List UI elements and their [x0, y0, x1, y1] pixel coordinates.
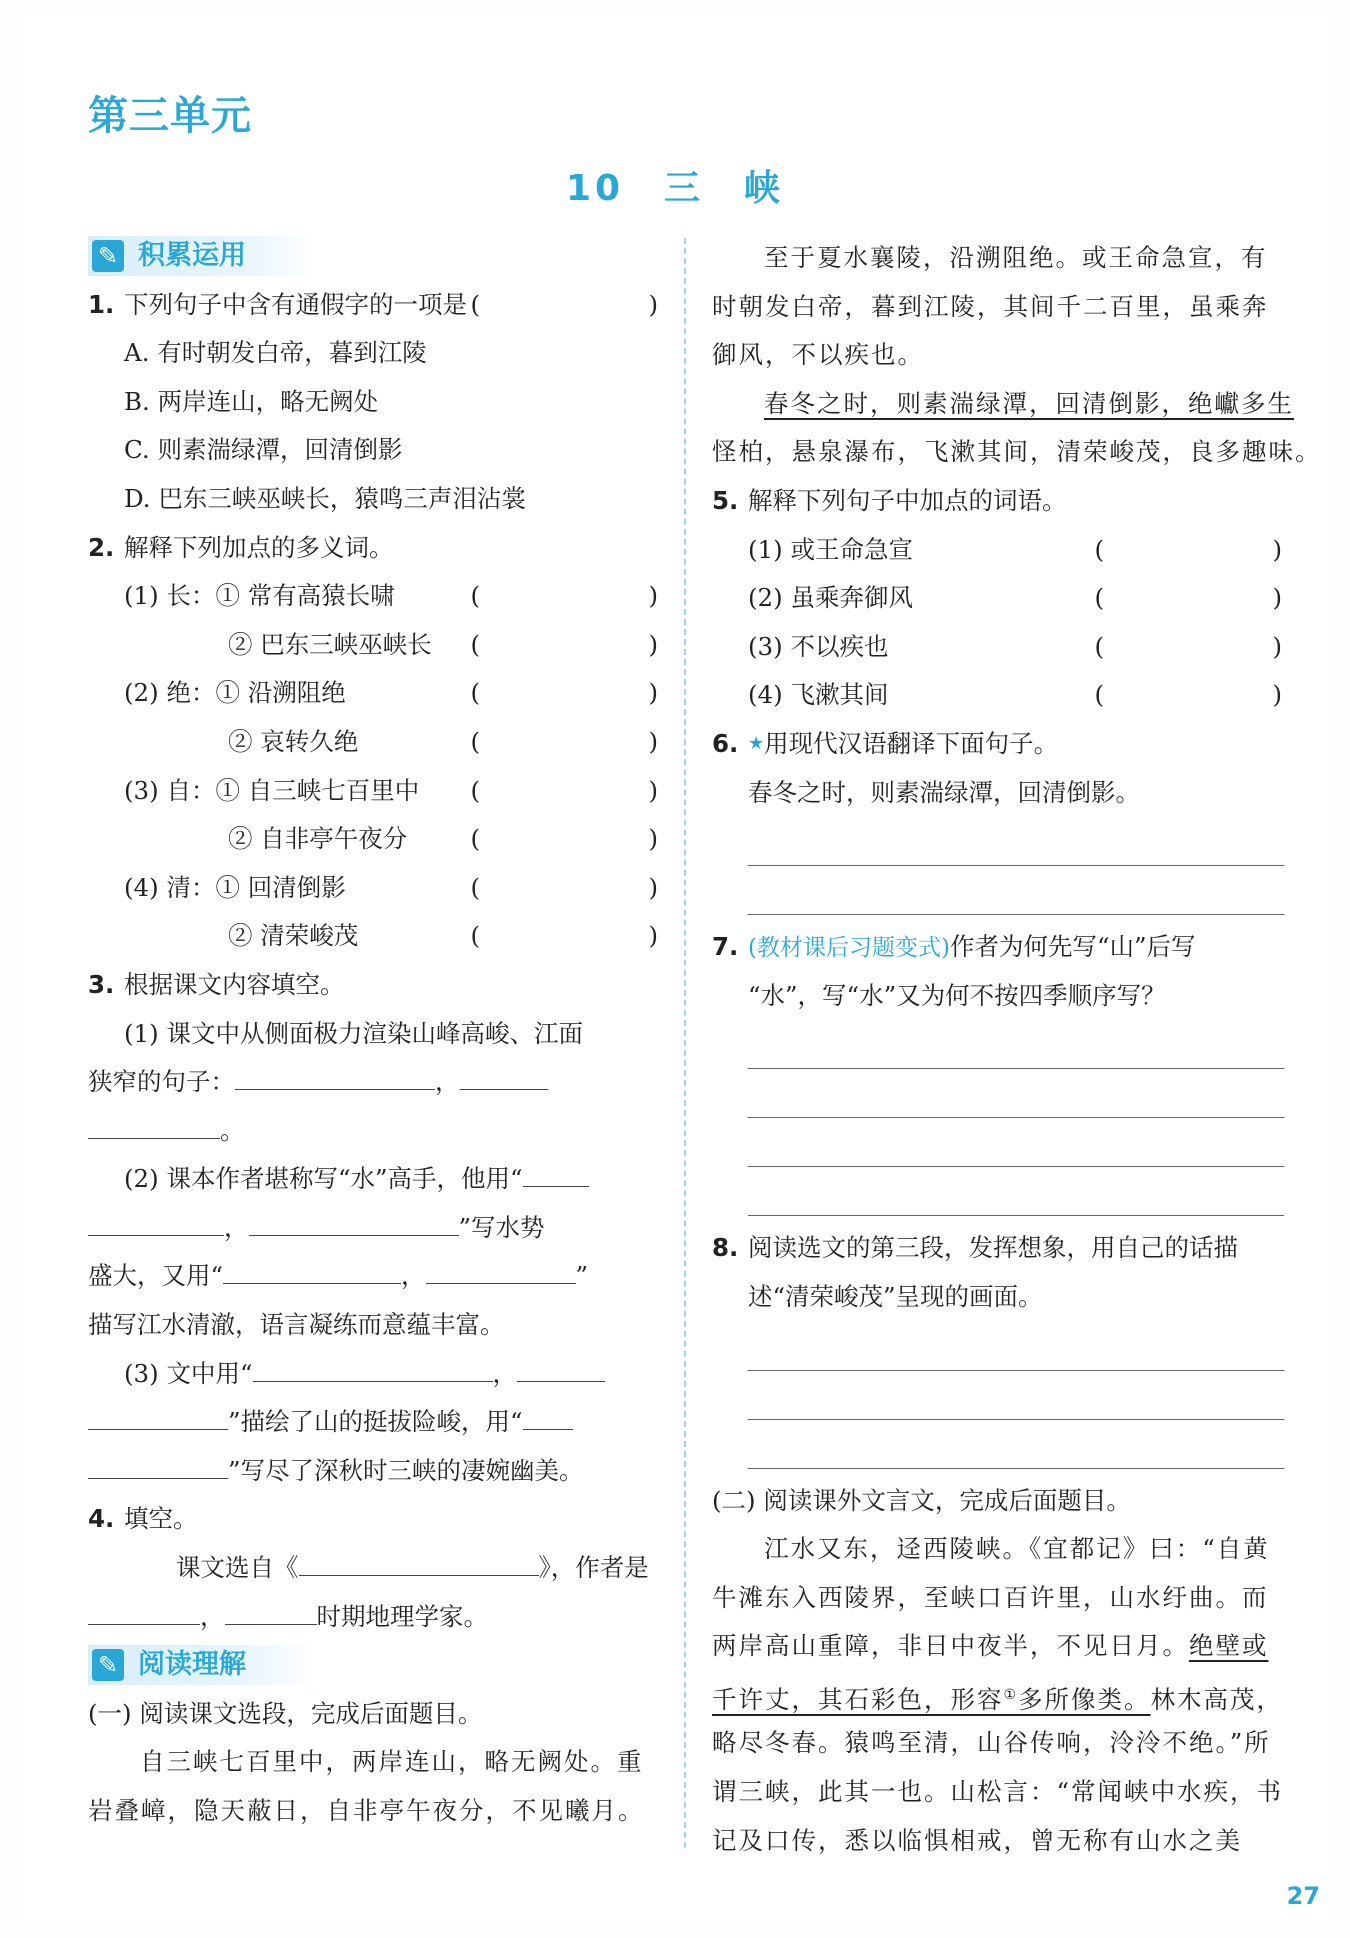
right-column — [712, 232, 1322, 1865]
option-c: C. 则素湍绿潭，回清倒影 — [124, 435, 403, 465]
passage-line: 江水又东，迳西陵峡。《宜都记》曰：“自黄 — [764, 1534, 1270, 1564]
q2-item: ② 自非亭午夜分 ( ) — [228, 824, 658, 854]
answer-line[interactable] — [748, 817, 1284, 866]
passage-line: 御风，不以疾也。 — [712, 340, 924, 370]
section-header-accumulate: ✎ 积累运用 — [88, 236, 316, 276]
option-a: A. 有时朝发白帝，暮到江陵 — [124, 338, 427, 368]
q3-part3: (3) 文中用“ ， — [88, 1350, 660, 1399]
fill-blank[interactable] — [225, 1594, 317, 1625]
q3-part3-mid: ”描绘了山的挺拔险峻，用“ — [88, 1398, 660, 1447]
fill-blank[interactable] — [88, 1448, 228, 1479]
fill-blank[interactable] — [253, 1351, 493, 1382]
reading-2-instruction: (二) 阅读课外文言文，完成后面题目。 — [712, 1485, 1131, 1515]
passage-line: 千许丈，其石彩色，形容①多所像类。林木高茂， — [712, 1685, 1284, 1715]
q3-part2-end: 描写江水清澈，语言凝练而意蕴丰富。 — [88, 1310, 505, 1340]
answer-line[interactable] — [748, 1371, 1284, 1420]
passage-line: 记及口传，悉以临惧相戒，曾无称有山水之美 — [712, 1825, 1242, 1855]
reading-1-instruction: (一) 阅读课文选段，完成后面题目。 — [88, 1698, 483, 1728]
q3-part1-end: 。 — [88, 1107, 660, 1156]
fill-blank[interactable] — [523, 1156, 589, 1187]
answer-line[interactable] — [748, 1322, 1284, 1371]
question-6: 6. ★用现代汉语翻译下面句子。 — [712, 728, 1059, 758]
fill-blank[interactable] — [426, 1253, 576, 1284]
fill-blank[interactable] — [523, 1399, 573, 1430]
passage-line: 时朝发白帝，暮到江陵，其间千二百里，虽乘奔 — [712, 291, 1269, 321]
passage-line: 至于夏水襄陵，沿溯阻绝。或王命急宣，有 — [764, 243, 1268, 272]
column-divider — [684, 238, 686, 1848]
q8-text: 述“清荣峻茂”呈现的画面。 — [748, 1281, 1043, 1311]
answer-line[interactable] — [748, 866, 1284, 915]
unit-title: 第三单元 — [88, 93, 252, 139]
fill-blank[interactable] — [249, 1205, 459, 1236]
q2-item: (2) 绝：① 沿溯阻绝 ( ) — [124, 678, 658, 708]
q5-item: (1) 或王命急宣 ( ) — [748, 534, 1282, 564]
fill-blank[interactable] — [223, 1253, 401, 1284]
answer-line[interactable] — [748, 1420, 1284, 1469]
option-d: D. 巴东三峡巫峡长，猿鸣三声泪沾裳 — [124, 483, 526, 513]
fill-blank[interactable] — [460, 1059, 548, 1090]
fill-blank[interactable] — [88, 1399, 228, 1430]
edit-icon: ✎ — [92, 1649, 124, 1681]
q2-item: ② 哀转久绝 ( ) — [228, 726, 658, 756]
question-1: 1. 下列句子中含有通假字的一项是 ( ) — [88, 289, 658, 319]
left-column — [88, 232, 660, 1836]
passage-line: 牛滩东入西陵界，至峡口百许里，山水纡曲。而 — [712, 1582, 1269, 1612]
passage-line: 怪柏，悬泉瀑布，飞漱其间，清荣峻茂，良多趣味。 — [712, 437, 1322, 467]
q5-item: (3) 不以疾也 ( ) — [748, 631, 1282, 661]
passage-line: 岩叠嶂，隐天蔽日，自非亭午夜分，不见曦月。 — [88, 1796, 645, 1825]
q4-line1: 课文选自《 》，作者是 — [88, 1544, 660, 1593]
fill-blank[interactable] — [88, 1594, 200, 1625]
question-5: 5. 解释下列句子中加点的词语。 — [712, 485, 1067, 515]
question-7: 7. (教材课后习题变式)作者为何先写“山”后写 — [712, 932, 1196, 962]
star-icon: ★ — [748, 732, 765, 754]
q3-part1: (1) 课文中从侧面极力渲染山峰高峻、江面 — [124, 1018, 583, 1048]
answer-line[interactable] — [748, 1167, 1284, 1216]
passage-line: 略尽冬春。猿鸣至清，山谷传响，泠泠不绝。”所 — [712, 1728, 1271, 1758]
fill-blank[interactable] — [517, 1351, 605, 1382]
q3-part2-blanks2: 盛大，又用“ ， ” — [88, 1252, 660, 1301]
answer-line[interactable] — [748, 1069, 1284, 1118]
q3-part1-blanks: 狭窄的句子： ， — [88, 1058, 660, 1107]
option-b: B. 两岸连山，略无阙处 — [124, 386, 379, 416]
question-tag: (教材课后习题变式) — [748, 935, 950, 962]
passage-line: 春冬之时，则素湍绿潭，回清倒影，绝巘多生 — [764, 388, 1294, 418]
fill-blank[interactable] — [88, 1205, 224, 1236]
passage-line: 两岸高山重障，非日中夜半，不见日月。绝壁或 — [712, 1631, 1269, 1661]
question-8: 8. 阅读选文的第三段，发挥想象，用自己的话描 — [712, 1233, 1238, 1263]
q3-part3-end: ”写尽了深秋时三峡的凄婉幽美。 — [88, 1447, 660, 1496]
q3-part2: (2) 课本作者堪称写“水”高手，他用“ — [88, 1155, 660, 1204]
q2-item: ② 巴东三峡巫峡长 ( ) — [228, 629, 658, 659]
passage-line: 谓三峡，此其一也。山松言：“常闻峡中水疾，书 — [712, 1777, 1284, 1807]
answer-line[interactable] — [748, 1020, 1284, 1069]
question-3: 3. 根据课文内容填空。 — [88, 969, 345, 999]
lesson-title: 10 三 峡 — [565, 168, 785, 209]
question-2: 2. 解释下列加点的多义词。 — [88, 532, 394, 562]
q2-item: (1) 长：① 常有高猿长啸 ( ) — [124, 581, 658, 611]
passage-line: 自三峡七百里中，两岸连山，略无阙处。重 — [140, 1747, 644, 1777]
q2-item: (3) 自：① 自三峡七百里中 ( ) — [124, 775, 658, 805]
fill-blank[interactable] — [299, 1545, 539, 1576]
fill-blank[interactable] — [235, 1059, 435, 1090]
q3-part2-blanks: ， ”写水势 — [88, 1204, 660, 1253]
fill-blank[interactable] — [88, 1108, 220, 1139]
q2-item: (4) 清：① 回清倒影 ( ) — [124, 872, 658, 902]
q2-item: ② 清荣峻茂 ( ) — [228, 921, 658, 951]
question-4: 4. 填空。 — [88, 1504, 198, 1534]
q7-text: “水”，写“水”又为何不按四季顺序写？ — [748, 980, 1166, 1010]
q6-sentence: 春冬之时，则素湍绿潭，回清倒影。 — [748, 777, 1140, 807]
q5-item: (4) 飞漱其间 ( ) — [748, 680, 1282, 710]
answer-line[interactable] — [748, 1118, 1284, 1167]
section-header-reading: ✎ 阅读理解 — [88, 1645, 316, 1685]
q4-line2: ， 时期地理学家。 — [88, 1593, 660, 1642]
check-edit-icon: ✎ — [92, 240, 124, 272]
page-number: 27 — [1286, 1882, 1320, 1910]
q5-item: (2) 虽乘奔御风 ( ) — [748, 583, 1282, 613]
